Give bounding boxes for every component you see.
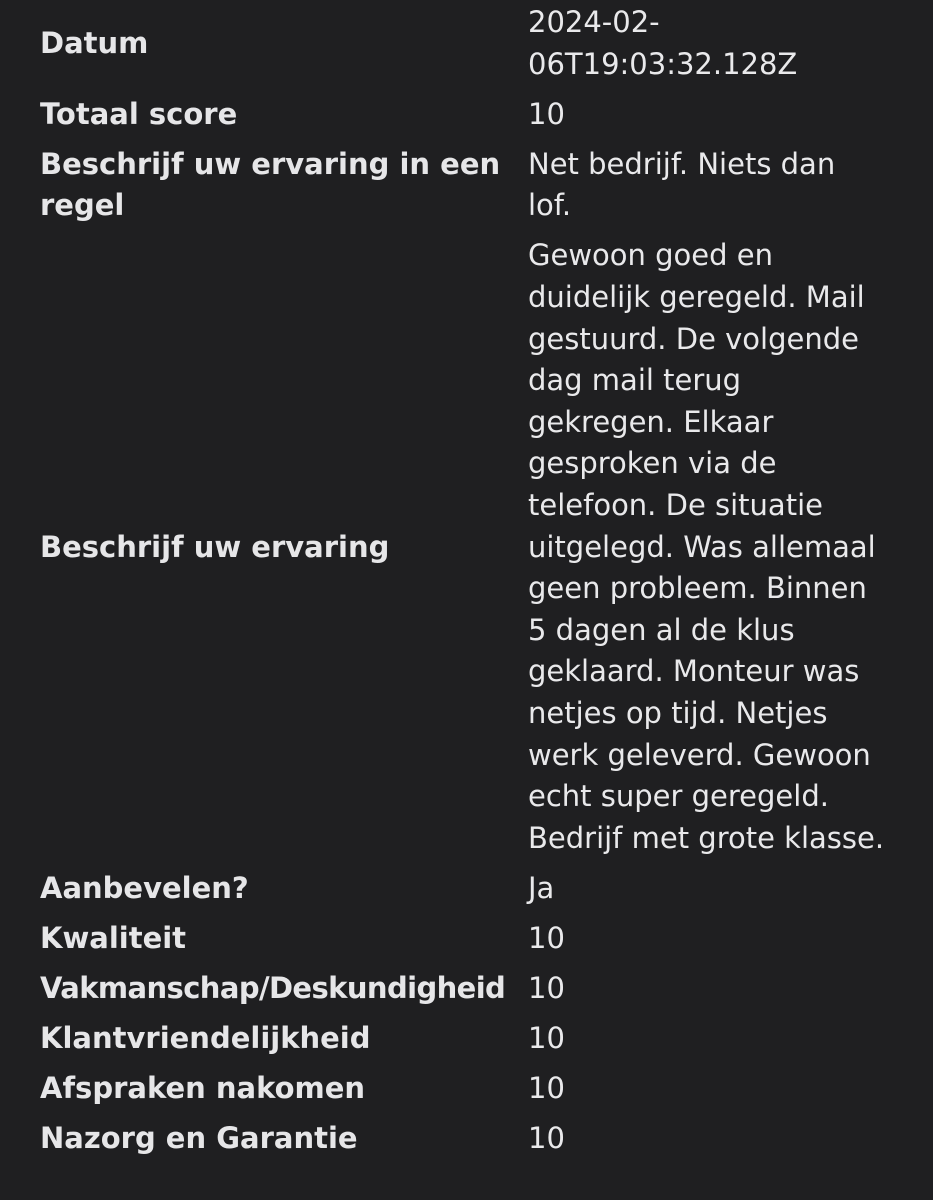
aanbevelen-value: Ja bbox=[528, 870, 555, 905]
klantvriendelijkheid-value: 10 bbox=[528, 1021, 565, 1056]
kwaliteit-value: 10 bbox=[528, 920, 565, 955]
row-aanbevelen bbox=[40, 868, 900, 918]
ervaring-regel-value: Net bedrijf. Niets dan lof. bbox=[528, 146, 836, 223]
datum-value: 2024-02-06T19:03:32.128Z bbox=[528, 5, 798, 81]
row-ervaring-in-een-regel bbox=[40, 144, 900, 236]
afspraken-nakomen-label: Afspraken nakomen bbox=[40, 1071, 366, 1106]
row-datum bbox=[40, 2, 900, 94]
row-kwaliteit bbox=[40, 918, 900, 968]
nazorg-value: 10 bbox=[528, 1121, 565, 1156]
datum-label: Datum bbox=[40, 25, 149, 60]
kwaliteit-label: Kwaliteit bbox=[40, 920, 187, 955]
aanbevelen-label: Aanbevelen? bbox=[40, 870, 249, 905]
totaal-score-label: Totaal score bbox=[40, 96, 238, 131]
nazorg-label: Nazorg en Garantie bbox=[40, 1121, 358, 1156]
row-ervaring bbox=[40, 235, 900, 867]
row-nazorg-en-garantie bbox=[40, 1118, 900, 1168]
afspraken-nakomen-value: 10 bbox=[528, 1071, 565, 1106]
ervaring-label: Beschrijf uw ervaring bbox=[40, 529, 390, 564]
row-afspraken-nakomen bbox=[40, 1068, 900, 1118]
review-details-table bbox=[40, 2, 900, 1168]
ervaring-value: Gewoon goed en duidelijk geregeld. Mail gestuurd. De volgende dag mail terug gekregen. Elkaar gesproken via de telefoon. De situatie uitgelegd. Was allemaal geen probleem. Binnen 5 dagen al de klus geklaard. Monteur was netjes op tijd. Netjes werk geleverd. Gewoon echt super geregeld. Bedrijf met grote klasse. bbox=[528, 238, 885, 855]
row-totaal-score bbox=[40, 94, 900, 144]
ervaring-regel-label: Beschrijf uw ervaring in een regel bbox=[40, 146, 501, 223]
vakmanschap-value: 10 bbox=[528, 971, 565, 1006]
row-klantvriendelijkheid bbox=[40, 1018, 900, 1068]
klantvriendelijkheid-label: Klantvriendelijkheid bbox=[40, 1021, 371, 1056]
vakmanschap-label: Vakmanschap/Deskundigheid bbox=[40, 971, 506, 1006]
totaal-score-value: 10 bbox=[528, 96, 565, 131]
row-vakmanschap bbox=[40, 968, 900, 1018]
